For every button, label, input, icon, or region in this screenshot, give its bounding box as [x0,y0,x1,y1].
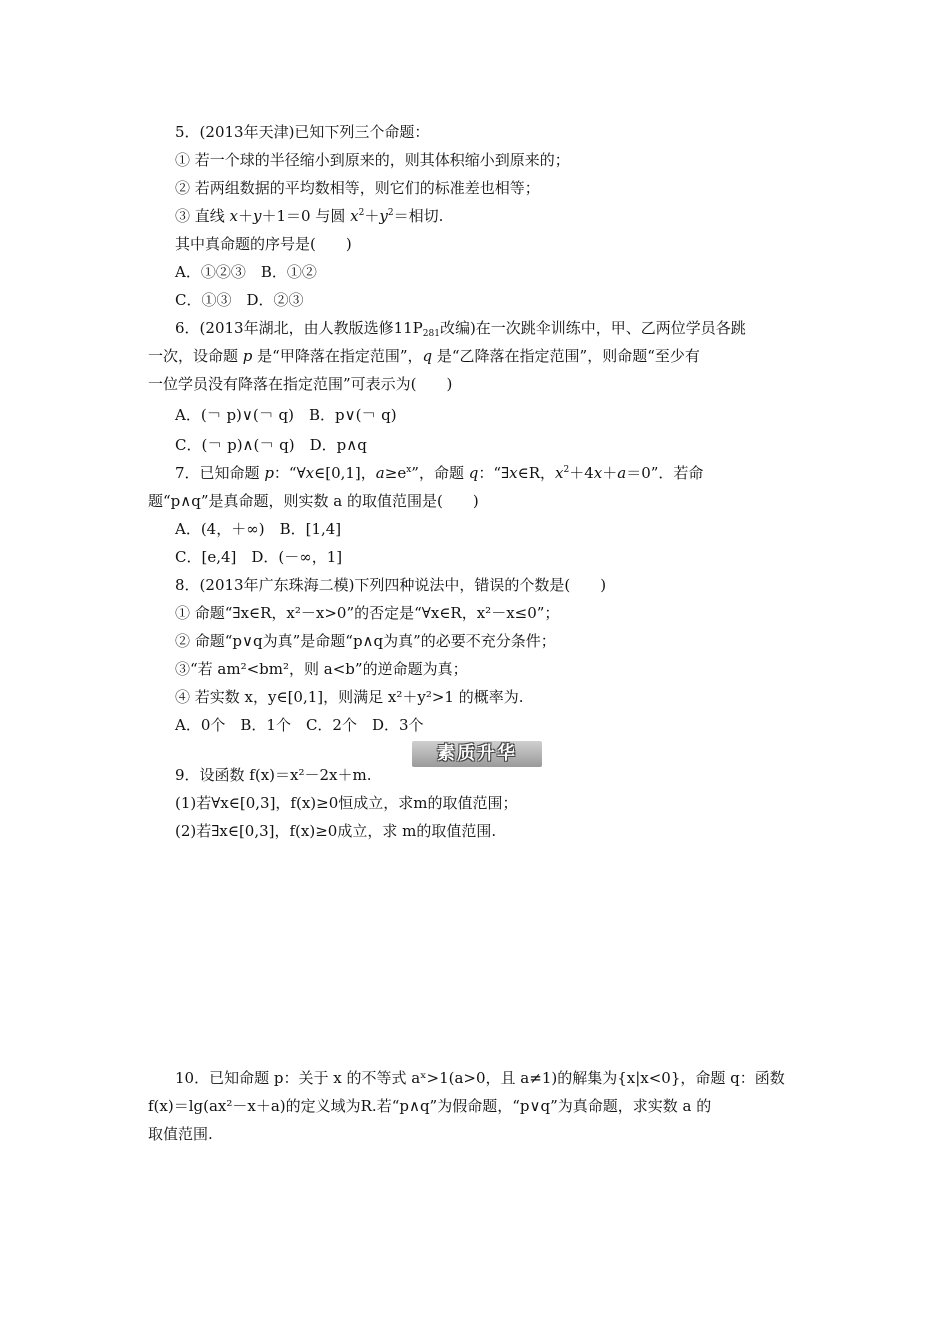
q6-line-2: 一次，设命题 p 是“甲降落在指定范围”，q 是“乙降落在指定范围”，则命题“至少有 [148,347,700,365]
q9-part-1: (1)若∀x∈[0,3]，f(x)≥0恒成立，求m的取值范围； [175,794,518,812]
q5-options-ab: A．①②③ B．①② [175,263,317,281]
q8-stem: 8．(2013年广东珠海二模)下列四种说法中，错误的个数是( ) [175,576,607,594]
q8-options: A．0个 B．1个 C．2个 D．3个 [175,716,424,734]
q5-options-cd: C．①③ D．②③ [175,291,304,309]
q6-line-3: 一位学员没有降落在指定范围”可表示为( ) [148,375,453,393]
q8-item-1: ① 命题“∃x∈R，x²－x>0”的否定是“∀x∈R，x²－x≤0”； [175,604,560,622]
q6-options-ab: A．(￢ p)∨(￢ q) B．p∨(￢ q) [175,406,397,424]
q6-line-1: 6．(2013年湖北，由人教版选修$11P_{281}$改编)在一次跳伞训练中，甲、乙两位学员各跳 [175,319,746,339]
q7-line-1: 7．已知命题 p：“∀x∈[0,1]，$a\ge e^x$”，命题 q：“∃x∈R，$x^2+4x+a=0$”．若命 [175,464,704,482]
q5-question: 其中真命题的序号是( ) [175,235,352,253]
q8-item-3: ③“若 am²<bm²，则 a<b”的逆命题为真； [175,660,468,678]
q8-item-2: ② 命题“p∨q为真”是命题“p∧q为真”的必要不充分条件； [175,632,556,650]
q7-options-cd: C．[e,4] D．(－∞，1] [175,548,343,566]
q10-line-1: 10．已知命题 p：关于 x 的不等式 aˣ>1(a>0，且 a≠1)的解集为{x|x<0}，命题 q：函数 [175,1069,785,1087]
q6-options-cd: C．(￢ p)∧(￢ q) D．p∧q [175,436,367,454]
section-title: 素质升华 [437,743,517,764]
section-banner [412,741,542,767]
q5-stem: 5．(2013年天津)已知下列三个命题： [175,123,430,141]
q5-item-1: ① 若一个球的半径缩小到原来的，则其体积缩小到原来的； [175,151,570,169]
q9-part-2: (2)若∃x∈[0,3]，f(x)≥0成立，求 m的取值范围. [175,822,497,840]
q5-item-2: ② 若两组数据的平均数相等，则它们的标准差也相等； [175,179,540,197]
q9-stem: 9．设函数 f(x)＝x²－2x＋m. [175,766,372,784]
q10-line-3: 取值范围. [148,1125,213,1143]
q8-item-4: ④ 若实数 x，y∈[0,1]，则满足 x²＋y²>1 的概率为. [175,688,524,706]
q7-line-2: 题“p∧q”是真命题，则实数 a 的取值范围是( ) [148,492,479,510]
q10-line-2: f(x)＝lg(ax²－x＋a)的定义域为R.若“p∧q”为假命题，“p∨q”为真命题，求实数 a 的 [148,1097,712,1115]
q7-options-ab: A．(4，＋∞) B．[1,4] [175,520,342,538]
q5-item-3: ③ 直线 x＋y＋1＝0 与圆 $x^2+y^2=$相切. [175,207,444,225]
